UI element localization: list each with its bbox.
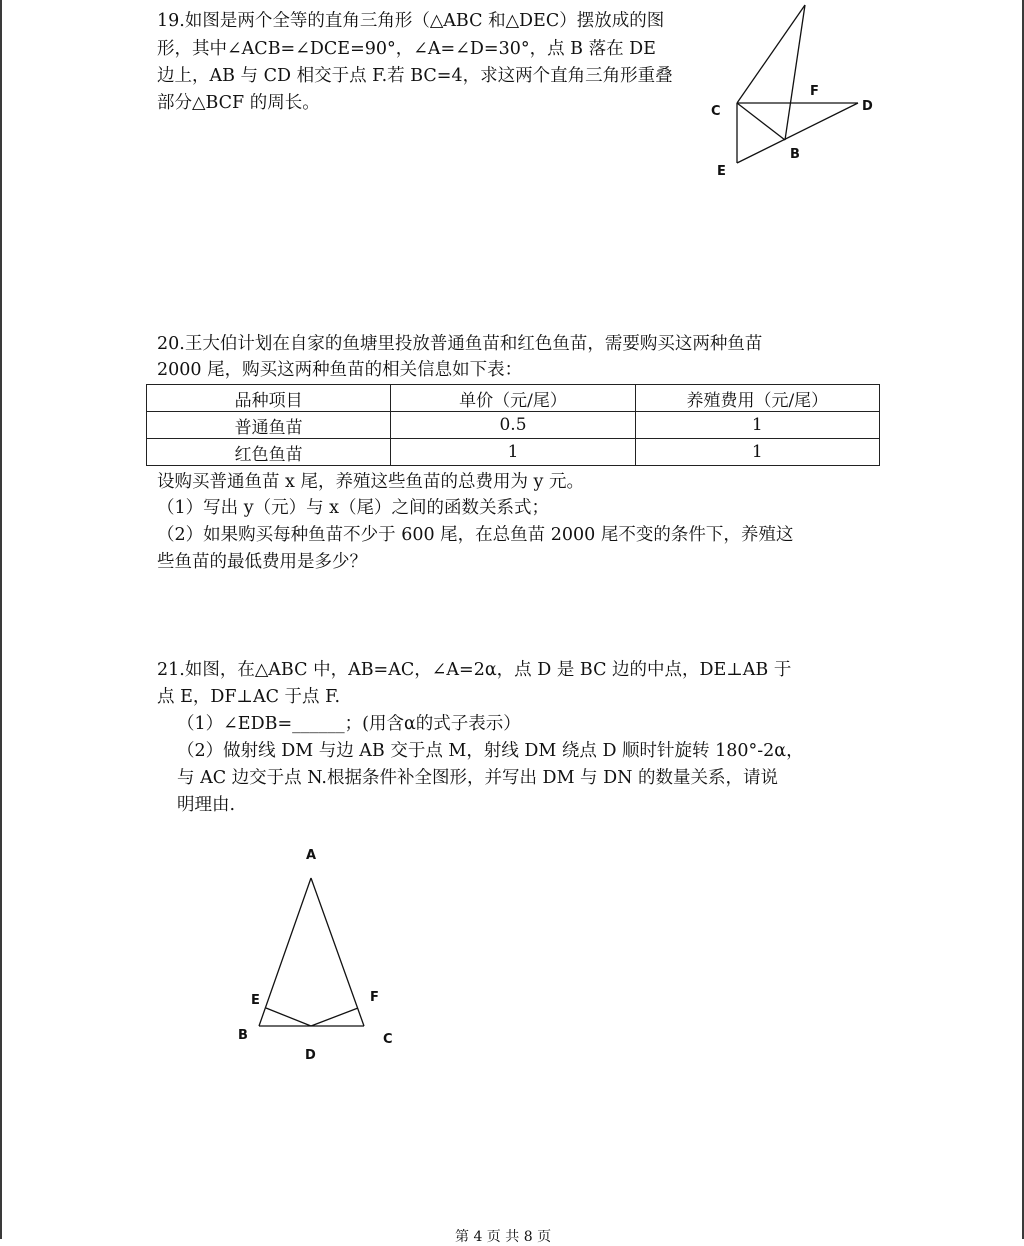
q20-after-line-4: 些鱼苗的最低费用是多少？ (157, 552, 367, 572)
q21-line-2: 点 E，DF⊥AC 于点 F. (157, 687, 341, 707)
label-E: E (251, 993, 260, 1008)
q19-figure (700, 0, 890, 185)
q21-figure (225, 835, 415, 1065)
label-C: C (383, 1032, 393, 1047)
label-A: A (306, 848, 317, 863)
table-row (147, 412, 880, 439)
label-D: D (305, 1048, 316, 1063)
segment-AB (785, 5, 805, 140)
q19-line-3: 边上，AB 与 CD 相交于点 F.若 BC=4，求这两个直角三角形重叠 (157, 66, 673, 86)
label-F: F (370, 990, 379, 1005)
q19-line-1: 19.如图是两个全等的直角三角形（△ABC 和△DEC）摆放成的图 (157, 11, 665, 31)
segment-AB (259, 878, 311, 1026)
q19-line-2: 形，其中∠ACB=∠DCE=90°，∠A=∠D=30°，点 B 落在 DE (157, 39, 656, 59)
segment-AC (737, 5, 805, 103)
table-header-row (147, 385, 880, 412)
page-footer: 第 4 页 共 8 页 (455, 1229, 552, 1245)
q21-line-6: 明理由. (177, 795, 236, 815)
page-edge-left (0, 0, 2, 1239)
q21-line-1: 21.如图，在△ABC 中，AB=AC，∠A=2α，点 D 是 BC 边的中点，DE⊥AB 于 (157, 660, 792, 680)
table-cell: 1 (391, 439, 635, 466)
q21-line-5: 与 AC 边交于点 N.根据条件补全图形，并写出 DM 与 DN 的数量关系，请说 (177, 768, 779, 788)
table-cell: 1 (635, 439, 879, 466)
label-E: E (717, 164, 726, 179)
label-D: D (862, 99, 873, 114)
segment-DE (266, 1008, 311, 1026)
q21-line-4: （2）做射线 DM 与边 AB 交于点 M，射线 DM 绕点 D 顺时针旋转 180°-2α， (177, 741, 804, 761)
table-header-cell: 单价（元/尾） (391, 385, 635, 412)
q20-after-line-3: （2）如果购买每种鱼苗不少于 600 尾，在总鱼苗 2000 尾不变的条件下，养殖这 (157, 525, 794, 545)
q20-line-2: 2000 尾，购买这两种鱼苗的相关信息如下表： (157, 360, 523, 380)
q20-after-line-1: 设购买普通鱼苗 x 尾，养殖这些鱼苗的总费用为 y 元。 (157, 472, 585, 492)
label-B: B (790, 147, 800, 162)
label-F: F (810, 84, 819, 99)
table-header-cell: 养殖费用（元/尾） (635, 385, 879, 412)
q21-line-3: （1）∠EDB=______；(用含α的式子表示） (177, 714, 521, 734)
table-cell: 1 (635, 412, 879, 439)
q20-after-line-2: （1）写出 y（元）与 x（尾）之间的函数关系式； (157, 498, 550, 518)
segment-CB (737, 103, 785, 140)
fish-info-table (146, 384, 880, 466)
table-cell: 0.5 (391, 412, 635, 439)
label-C: C (711, 104, 721, 119)
q20-line-1: 20.王大伯计划在自家的鱼塘里投放普通鱼苗和红色鱼苗，需要购买这两种鱼苗 (157, 334, 763, 354)
segment-AC (311, 878, 364, 1026)
table-header-cell: 品种项目 (147, 385, 391, 412)
label-B: B (238, 1028, 248, 1043)
segment-DF (311, 1008, 358, 1026)
q19-line-4: 部分△BCF 的周长。 (157, 93, 320, 113)
table-row (147, 439, 880, 466)
table-cell: 红色鱼苗 (147, 439, 391, 466)
table-cell: 普通鱼苗 (147, 412, 391, 439)
